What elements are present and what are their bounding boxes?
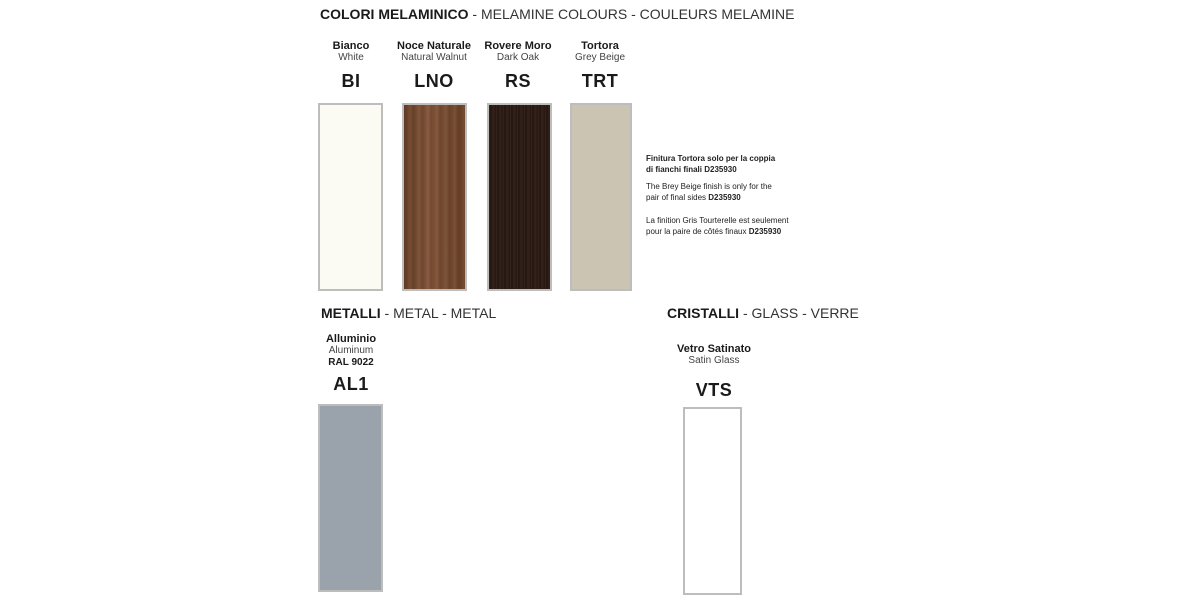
swatch-name-it: Vetro Satinato: [677, 343, 751, 355]
swatch-name-it: Noce Naturale: [397, 40, 471, 52]
swatch-name-en: Natural Walnut: [401, 52, 467, 63]
tortora-finish-note: [646, 153, 826, 243]
swatch-name-en: Satin Glass: [688, 355, 740, 366]
note-fr-line2: pour la paire de côtés finaux: [646, 227, 749, 236]
metal-title-bold: METALLI: [321, 305, 381, 321]
swatch-label-vts: [668, 343, 760, 401]
swatch-name-en: Grey Beige: [574, 52, 626, 63]
swatch-name-it: Bianco: [332, 40, 370, 52]
swatch-code: RS: [504, 71, 531, 91]
color-swatch-bi: [318, 103, 383, 291]
swatch-label-rs: [478, 40, 558, 92]
color-swatch-lno: [402, 103, 467, 291]
swatch-label-trt: [560, 40, 640, 92]
swatch-label-bi: [311, 40, 391, 92]
swatch-code: TRT: [581, 71, 619, 91]
swatch-name-en: White: [338, 52, 364, 63]
swatch-label-al1: [311, 333, 391, 395]
swatch-name-en: Aluminum: [328, 345, 374, 356]
note-it-line2: di fianchi finali D235930: [646, 165, 737, 174]
metal-title-rest: - METAL - METAL: [380, 305, 497, 321]
color-swatch-rs: [487, 103, 552, 291]
swatch-name-it: Tortora: [581, 40, 619, 52]
melamine-section-title: [320, 6, 794, 22]
note-fr-code: D235930: [748, 227, 782, 236]
note-en-line1: The Brey Beige finish is only for the: [646, 182, 772, 191]
swatch-label-lno: [394, 40, 474, 92]
note-it-line1: Finitura Tortora solo per la coppia: [646, 154, 776, 163]
note-en-code: D235930: [708, 193, 741, 202]
color-swatch-vts: [683, 407, 742, 595]
swatch-code: BI: [341, 71, 361, 91]
swatch-name-it: Rovere Moro: [484, 40, 552, 52]
melamine-title-bold: COLORI MELAMINICO: [320, 6, 469, 22]
metal-section-title: [321, 305, 496, 321]
swatch-code: VTS: [695, 380, 733, 400]
note-fr-line1: La finition Gris Tourterelle est seulement: [646, 216, 789, 225]
swatch-code: LNO: [414, 71, 454, 91]
glass-title-bold: CRISTALLI: [667, 305, 740, 321]
glass-title-rest: - GLASS - VERRE: [739, 305, 859, 321]
note-en-line2: pair of final sides: [646, 193, 709, 202]
swatch-code: AL1: [333, 374, 369, 394]
color-swatch-trt: [570, 103, 632, 291]
melamine-title-rest: - MELAMINE COLOURS - COULEURS MELAMINE: [468, 6, 795, 22]
swatch-name-en: Dark Oak: [496, 52, 540, 63]
color-swatch-al1: [318, 404, 383, 592]
swatch-name-it: Alluminio: [325, 333, 377, 345]
glass-section-title: [667, 305, 859, 321]
swatch-ral-code: RAL 9022: [328, 357, 374, 368]
